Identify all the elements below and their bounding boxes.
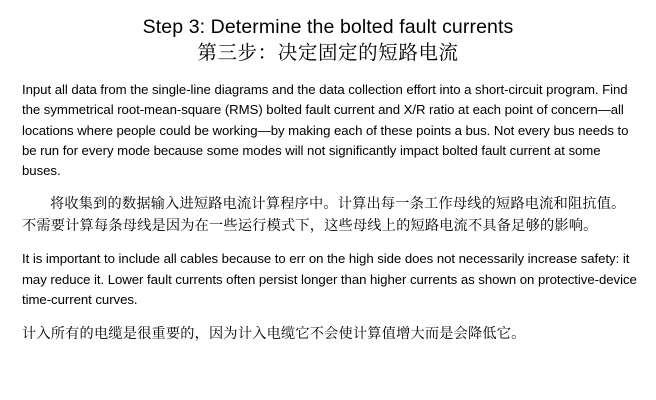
slide-title <box>0 0 656 67</box>
paragraph-chinese-2: 计入所有的电缆是很重要的，因为计入电缆它不会使计算值增大而是会降低它。 <box>22 326 526 343</box>
slide-body <box>0 67 656 346</box>
paragraph-english-1: Input all data from the single-line diagrams and the data collection effort into a short-circuit program. Find the symmetrical root-mean-square (RMS) bolted fault current and X/R ratio at each point of concern—all locations where people could be working—by making each of these points a bus. Not every bus needs to be run for every mode because some modes will not significantly impact bolted fault current at some buses. <box>22 82 629 179</box>
title-chinese: 第三步：决定固定的短路电流 <box>197 42 459 64</box>
title-english: Step 3: Determine the bolted fault currents <box>142 16 514 38</box>
paragraph-english-2: It is important to include all cables because to err on the high side does not necessarily increase safety: it may reduce it. Lower fault currents often persist longer than higher currents as shown on protective-device time-current curves. <box>22 251 637 308</box>
paragraph-chinese-1: 将收集到的数据输入进短路电流计算程序中。计算出每一条工作母线的短路电流和阻抗值。不需要计算每条母线是因为在一些运行模式下，这些母线上的短路电流不具备足够的影响。 <box>22 196 626 234</box>
